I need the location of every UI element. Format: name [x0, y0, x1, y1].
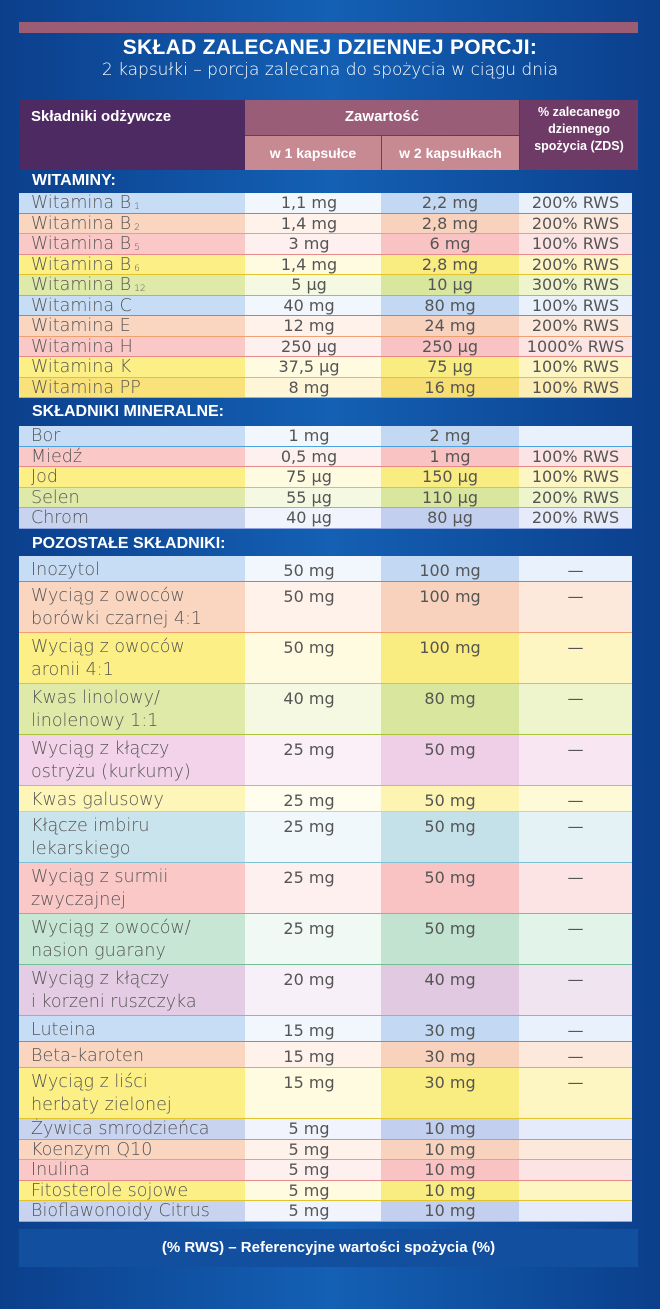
section-label: POZOSTAŁE SKŁADNIKI:	[32, 535, 226, 552]
value-per-1-capsule: 37,5 µg	[278, 357, 340, 376]
row-cell-bg	[519, 1119, 632, 1140]
value-per-2-capsules: 2,2 mg	[421, 193, 479, 212]
nutrient-name-line: Witamina B	[31, 275, 132, 295]
value-zds: 200% RWS	[531, 508, 620, 527]
value-per-2-capsules: 80 µg	[427, 508, 473, 527]
value-zds: 100% RWS	[531, 357, 620, 376]
value-per-2-capsules: 10 mg	[424, 1119, 476, 1138]
nutrient-name-line: borówki czarnej 4:1	[31, 609, 203, 629]
value-per-1-capsule: 55 µg	[286, 487, 332, 507]
value-zds: 300% RWS	[531, 275, 620, 294]
table-row	[19, 863, 632, 914]
value-per-1-capsule: 25 mg	[283, 791, 335, 810]
value-per-2-capsules: 24 mg	[424, 316, 476, 335]
nutrient-name	[31, 1045, 144, 1068]
value-per-2-capsules: 75 µg	[427, 357, 473, 376]
nutrient-name	[31, 687, 160, 733]
table-row	[19, 735, 632, 786]
value-per-1-capsule: 50 mg	[283, 587, 335, 606]
table-row	[19, 1068, 632, 1119]
header-per-2-capsules: w 2 kapsułkach	[382, 136, 519, 170]
row-cell-bg	[519, 1181, 632, 1202]
value-per-1-capsule: 50 mg	[283, 638, 335, 657]
nutrient-subscript: 2	[134, 222, 140, 233]
nutrient-name	[31, 296, 132, 316]
value-zds: —	[567, 868, 584, 887]
value-per-2-capsules: 50 mg	[424, 740, 476, 759]
nutrient-name-line: Witamina C	[31, 295, 132, 316]
value-zds: —	[567, 1021, 584, 1040]
value-zds: 100% RWS	[531, 234, 620, 253]
header-nutrients: Składniki odżywcze	[19, 100, 245, 170]
nutrient-name-line: Luteina	[31, 1020, 96, 1040]
table-row	[19, 1181, 632, 1202]
value-per-1-capsule: 25 mg	[283, 919, 335, 938]
value-per-2-capsules: 2,8 mg	[421, 213, 479, 233]
value-per-2-capsules: 2 mg	[429, 426, 471, 445]
value-zds: —	[567, 1073, 584, 1092]
nutrient-name-line: ostryżu (kurkumy)	[31, 762, 191, 782]
table-row	[19, 337, 632, 358]
value-per-2-capsules: 100 mg	[419, 638, 481, 657]
nutrient-name	[31, 866, 168, 912]
value-zds: 200% RWS	[531, 316, 620, 335]
value-zds: 100% RWS	[531, 295, 620, 315]
table-row	[19, 488, 632, 509]
value-zds: 200% RWS	[531, 254, 620, 274]
value-per-1-capsule: 0,5 mg	[280, 446, 338, 466]
value-zds: —	[567, 919, 584, 938]
footer-note: (% RWS) – Referencyjne wartości spożycia (%)	[19, 1229, 638, 1267]
table-row	[19, 508, 632, 529]
value-per-2-capsules: 250 µg	[422, 336, 478, 356]
value-per-2-capsules: 10 mg	[424, 1201, 476, 1220]
value-zds: 1000% RWS	[526, 336, 625, 356]
table-row	[19, 684, 632, 735]
nutrient-name	[31, 1181, 188, 1201]
nutrient-name-line: Żywica smrodzieńca	[31, 1119, 210, 1139]
value-zds: —	[567, 970, 584, 989]
row-cell-bg	[519, 426, 632, 447]
table-row	[19, 255, 632, 276]
value-per-2-capsules: 50 mg	[424, 919, 476, 938]
value-per-2-capsules: 110 µg	[422, 487, 478, 507]
table-row	[19, 1016, 632, 1042]
nutrient-name	[31, 968, 197, 1014]
table-row	[19, 447, 632, 468]
nutrient-name-line: Kwas galusowy	[31, 790, 164, 810]
nutrient-name	[31, 1201, 210, 1221]
table-header	[19, 100, 638, 170]
nutrient-name-line: Beta-karoten	[31, 1046, 144, 1066]
nutrient-name-line: Wyciąg z kłączy	[31, 739, 170, 759]
nutrient-name	[31, 337, 133, 357]
nutrient-name-line: Inulina	[31, 1160, 90, 1180]
value-per-2-capsules: 50 mg	[424, 868, 476, 887]
value-per-2-capsules: 40 mg	[424, 970, 476, 989]
value-per-1-capsule: 1 mg	[288, 426, 330, 445]
nutrient-name-line: Witamina E	[31, 316, 131, 336]
nutrient-name	[31, 636, 185, 682]
nutrient-name-line: Witamina B	[31, 234, 132, 254]
nutrient-name-line: Wyciąg z owoców	[31, 586, 185, 606]
value-per-1-capsule: 1,1 mg	[280, 193, 338, 212]
value-per-1-capsule: 25 mg	[283, 817, 335, 836]
value-per-2-capsules: 30 mg	[424, 1073, 476, 1092]
nutrient-name	[31, 1140, 152, 1160]
row-cell-bg	[519, 1140, 632, 1161]
nutrient-name-line: lekarskiego	[31, 839, 131, 859]
table-row	[19, 786, 632, 812]
value-per-1-capsule: 75 µg	[286, 467, 332, 486]
nutrient-name-line: Koenzym Q10	[31, 1139, 153, 1160]
nutrient-name	[31, 378, 141, 398]
value-per-1-capsule: 5 mg	[288, 1139, 330, 1159]
nutrient-name-line: Miedź	[31, 446, 83, 467]
nutrient-subscript: 1	[134, 202, 140, 212]
value-zds: 200% RWS	[531, 487, 620, 507]
value-zds: 100% RWS	[531, 377, 620, 397]
value-per-1-capsule: 1,4 mg	[280, 213, 338, 233]
value-zds: —	[567, 561, 584, 580]
value-per-2-capsules: 100 mg	[419, 587, 481, 606]
top-accent-bar	[19, 22, 638, 33]
nutrient-name	[31, 447, 82, 467]
nutrient-name-line: Kwas linolowy/	[31, 688, 160, 708]
value-per-1-capsule: 3 mg	[288, 234, 330, 253]
table-row	[19, 275, 632, 296]
value-zds: 200% RWS	[531, 213, 620, 233]
table-row	[19, 296, 632, 317]
nutrient-name	[31, 559, 100, 582]
nutrient-name-line: Witamina B	[31, 193, 132, 213]
table-row	[19, 1140, 632, 1161]
value-per-2-capsules: 10 mg	[424, 1139, 476, 1159]
value-per-1-capsule: 5 mg	[288, 1119, 330, 1138]
nutrient-name	[31, 508, 89, 528]
nutrient-name	[31, 426, 60, 446]
value-zds: 100% RWS	[531, 446, 620, 466]
value-zds: —	[567, 791, 584, 810]
table-row	[19, 1160, 632, 1181]
nutrient-name	[31, 1160, 90, 1180]
table-row	[19, 214, 632, 235]
nutrient-name-line: Jod	[31, 467, 58, 487]
nutrient-name-line: Witamina B	[31, 213, 132, 234]
nutrient-name	[31, 1071, 172, 1117]
table-row	[19, 316, 632, 337]
nutrient-name-line: Wyciąg z kłączy	[31, 969, 170, 989]
value-per-2-capsules: 30 mg	[424, 1021, 476, 1040]
header-content: Zawartość	[245, 100, 519, 135]
nutrient-name-line: linolenowy 1:1	[31, 711, 159, 731]
value-per-1-capsule: 250 µg	[281, 336, 337, 356]
nutrient-subscript: 5	[134, 243, 140, 253]
table-row	[19, 378, 632, 399]
table-row	[19, 633, 632, 684]
value-per-1-capsule: 5 µg	[291, 275, 327, 294]
nutrient-name	[31, 789, 164, 812]
nutrient-name-line: Wyciąg z owoców/	[31, 918, 191, 938]
value-per-1-capsule: 25 mg	[283, 740, 335, 759]
header-zds-line: % zalecanego	[538, 105, 620, 119]
nutrient-name-line: Wyciąg z liści	[31, 1072, 148, 1092]
nutrient-name	[31, 357, 131, 377]
header-zds	[520, 100, 638, 170]
value-per-2-capsules: 80 mg	[424, 295, 476, 315]
value-per-1-capsule: 25 mg	[283, 868, 335, 887]
value-per-1-capsule: 5 mg	[288, 1180, 330, 1200]
value-per-2-capsules: 16 mg	[424, 377, 476, 397]
header-zds-line: spożycia (ZDS)	[534, 139, 624, 153]
value-zds: —	[567, 740, 584, 759]
row-cell-bg	[519, 1160, 632, 1181]
value-per-1-capsule: 40 µg	[286, 508, 332, 527]
nutrient-subscript: 12	[134, 284, 146, 294]
value-per-1-capsule: 1,4 mg	[280, 254, 338, 274]
value-zds: 200% RWS	[531, 193, 620, 212]
nutrient-name-line: aronii 4:1	[31, 660, 114, 680]
value-per-2-capsules: 2,8 mg	[421, 254, 479, 274]
row-cell-bg	[519, 1201, 632, 1222]
value-per-2-capsules: 10 µg	[427, 275, 473, 294]
value-zds: 100% RWS	[531, 467, 620, 486]
nutrient-name	[31, 815, 149, 861]
nutrient-name-line: Witamina H	[31, 336, 133, 357]
nutrient-name-line: Bioflawonoidy Citrus	[31, 1201, 210, 1221]
table-row	[19, 556, 632, 582]
value-per-2-capsules: 6 mg	[429, 234, 471, 253]
nutrient-name-line: Inozytol	[31, 560, 100, 580]
value-per-2-capsules: 30 mg	[424, 1047, 476, 1066]
table-row	[19, 582, 632, 633]
nutrient-name-line: Witamina K	[31, 357, 132, 377]
table-row	[19, 914, 632, 965]
value-per-1-capsule: 15 mg	[283, 1073, 335, 1092]
table-row	[19, 1042, 632, 1068]
nutrient-name-line: Fitosterole sojowe	[31, 1180, 189, 1201]
nutrient-name-line: nasion guarany	[31, 941, 166, 961]
value-per-1-capsule: 15 mg	[283, 1047, 335, 1066]
value-per-1-capsule: 5 mg	[288, 1201, 330, 1220]
nutrient-name-line: Chrom	[31, 508, 89, 528]
nutrient-subscript: 6	[134, 263, 140, 274]
value-zds: —	[567, 817, 584, 836]
value-per-2-capsules: 50 mg	[424, 791, 476, 810]
section-label: SKŁADNIKI MINERALNE:	[32, 403, 224, 420]
value-per-2-capsules: 150 µg	[422, 467, 478, 486]
value-zds: —	[567, 1047, 584, 1066]
nutrient-name	[31, 1019, 96, 1042]
nutrient-name-line: herbaty zielonej	[31, 1095, 172, 1115]
nutrient-name-line: zwyczajnej	[31, 890, 126, 910]
table-row	[19, 234, 632, 255]
header-zds-line: dziennego	[548, 122, 610, 136]
nutrient-name	[31, 316, 131, 336]
table-row	[19, 193, 632, 214]
value-per-2-capsules: 1 mg	[429, 446, 471, 466]
value-per-1-capsule: 20 mg	[283, 970, 335, 989]
nutrient-name	[31, 488, 80, 508]
nutrient-name-line: Bor	[31, 426, 61, 446]
section-label: WITAMINY:	[32, 172, 116, 189]
value-per-2-capsules: 10 mg	[424, 1160, 476, 1179]
nutrient-name-line: Wyciąg z owoców	[31, 637, 185, 657]
page-title: SKŁAD ZALECANEJ DZIENNEJ PORCJI:	[122, 36, 538, 59]
header-per-1-capsule: w 1 kapsułce	[245, 136, 381, 170]
nutrient-name-line: Kłącze imbiru	[31, 816, 150, 836]
nutrient-name-line: Selen	[31, 487, 80, 508]
value-per-1-capsule: 8 mg	[288, 377, 330, 397]
nutrient-name-line: i korzeni ruszczyka	[31, 992, 197, 1012]
value-per-1-capsule: 15 mg	[283, 1021, 335, 1040]
nutrient-name-line: Witamina B	[31, 254, 132, 275]
nutrient-name-line: Witamina PP	[31, 377, 141, 398]
nutrient-name	[31, 917, 191, 963]
value-per-2-capsules: 50 mg	[424, 817, 476, 836]
table-row	[19, 965, 632, 1016]
value-per-1-capsule: 40 mg	[283, 689, 335, 708]
value-zds: —	[567, 587, 584, 606]
value-per-1-capsule: 50 mg	[283, 561, 335, 580]
nutrient-name	[31, 467, 58, 487]
value-zds: —	[567, 638, 584, 657]
value-per-1-capsule: 40 mg	[283, 295, 335, 315]
value-per-1-capsule: 5 mg	[288, 1160, 330, 1179]
nutrient-name	[31, 1119, 209, 1139]
value-per-2-capsules: 10 mg	[424, 1180, 476, 1200]
table-row	[19, 1119, 632, 1140]
table-row	[19, 357, 632, 378]
nutrient-name	[31, 738, 191, 784]
table-row	[19, 1201, 632, 1222]
value-per-1-capsule: 12 mg	[283, 316, 335, 335]
page-subtitle: 2 kapsułki – porcja zalecana do spożycia w ciągu dnia	[101, 60, 559, 80]
value-zds: —	[567, 689, 584, 708]
nutrient-name	[31, 585, 202, 631]
value-per-2-capsules: 80 mg	[424, 689, 476, 708]
nutrient-name-line: Wyciąg z surmii	[31, 867, 169, 887]
table-row	[19, 426, 632, 447]
table-row	[19, 467, 632, 488]
table-row	[19, 812, 632, 863]
value-per-2-capsules: 100 mg	[419, 561, 481, 580]
